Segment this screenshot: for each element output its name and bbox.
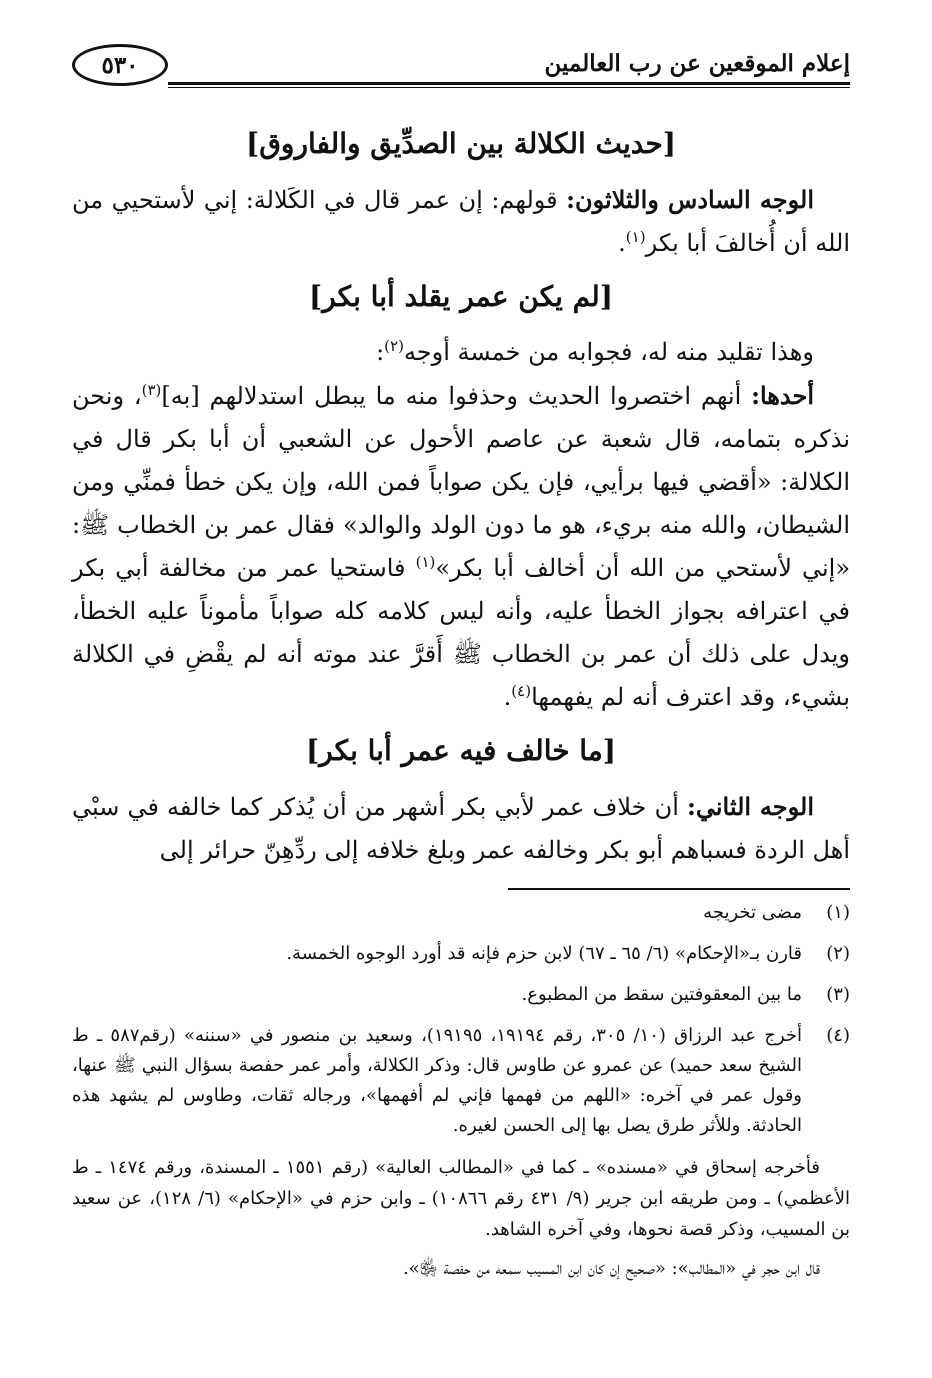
book-title: إعلام الموقعين عن رب العالمين — [544, 50, 850, 77]
footnote-ref-3[interactable]: (٣) — [141, 381, 162, 399]
paragraph-2-text: وهذا تقليد منه له، فجوابه من خمسة أوجه — [403, 338, 814, 366]
paragraph-3-text-b: ، ونحن نذكره بتمامه، قال شعبة عن عاصم الأحول عن الشعبي أن أبا بكر قال في الكلالة: «أقضي فيها برأيي، فإن يكن صواباً فمن الله، وإن يكن خطأ فمنِّي ومن الشيطان، والله منه بريء، هو ما دون الولد والوالد» فقال عمر بن الخطاب ﷺ: «إني لأستحي من الله أن أخالف أبا بكر» — [72, 382, 850, 582]
footnote-item — [72, 1021, 850, 1141]
footnote-continuation-2: قال ابن حجر في «المطالب»: «صحيح إن كان ابن المسيب سمعه من حفصة ﵂». — [402, 1258, 820, 1279]
footnote-text: أخرج عبد الرزاق (١٠/ ٣٠٥، رقم ١٩١٩٤، ١٩١٩٥)، وسعيد بن منصور في «سننه» (رقم٥٨٧ ـ ط الشيخ سعد حميد) عن عمرو عن طاوس قال: وذكر الكلالة، وأمر عمر حفصة بسؤال النبي ﷺ عنها، وقول عمر في آخره: «اللهم من فهمها فإني لم أفهمها»، ورجاله ثقات، وطاوس لم يشهد هذه الحادثة. وللأثر طرق يصل بها إلى الحسن لغيره. — [72, 1025, 803, 1136]
footnote-text: ما بين المعقوفتين سقط من المطبوع. — [521, 984, 802, 1005]
section-heading-2: [لم يكن عمر يقلد أبا بكر] — [308, 280, 614, 313]
paragraph-3-text-a: أنهم اختصروا الحديث وحذفوا منه ما يبطل استدلالهم [به] — [161, 382, 752, 410]
footnote-ref-2[interactable]: (٢) — [384, 337, 404, 355]
page-number: ٥٣٠ — [72, 44, 168, 86]
paragraph-1-lead: الوجه السادس والثلاثون: — [566, 185, 814, 214]
footnote-number: (٤) — [826, 1025, 850, 1046]
footnote-item — [72, 939, 850, 969]
footnote-text: مضى تخريجه — [703, 902, 802, 923]
main-text — [72, 112, 850, 872]
paragraph-3 — [72, 374, 850, 719]
footnote-number: (١) — [826, 902, 850, 923]
section-heading-3: [ما خالف فيه عمر أبا بكر] — [305, 734, 617, 767]
paragraph-1 — [72, 178, 850, 265]
paragraph-4-text: أن خلاف عمر لأبي بكر أشهر من أن يُذكر كما خالفه في سبْي أهل الردة فسباهم أبو بكر وخالفه عمر وبلغ خلافه إلى ردِّهِنّ حرائر إلى — [72, 793, 850, 864]
footnote-text: قارن بـ«الإحكام» (٦/ ٦٥ ـ ٦٧) لابن حزم فإنه قد أورد الوجوه الخمسة. — [286, 943, 802, 964]
footnote-ref-1b[interactable]: (١) — [415, 553, 436, 571]
footnote-item — [72, 980, 850, 1010]
paragraph-1-text: قولهم: إن عمر قال في الكَلالة: إني لأستحيي من الله أن أُخالفَ أبا بكر — [72, 186, 850, 257]
section-heading-1: [حديث الكلالة بين الصدِّيق والفاروق] — [245, 127, 677, 160]
header-rule — [168, 82, 850, 88]
footnote-separator — [508, 888, 850, 890]
paragraph-3-lead: أحدها: — [751, 381, 815, 410]
running-header — [72, 44, 850, 90]
paragraph-3-end: . — [503, 683, 512, 711]
footnote-item — [72, 898, 850, 928]
paragraph-3-text-c: فاستحيا عمر من مخالفة أبي بكر في اعترافه بجواز الخطأ عليه، وأنه ليس كلامه كله صواباً مأموناً عليه الخطأ، ويدل على ذلك أن عمر بن الخطاب ﷺ أَقرَّ عند موته أنه لم يقْضِ في الكلالة بشيء، وقد اعترف أنه لم يفهمها — [72, 554, 850, 711]
paragraph-2 — [72, 331, 850, 374]
paragraph-4-lead: الوجه الثاني: — [687, 792, 814, 821]
footnote-ref-4[interactable]: (٤) — [511, 682, 532, 700]
footnote-ref-1[interactable]: (١) — [625, 228, 646, 246]
paragraph-1-end: . — [618, 229, 626, 257]
footnotes — [72, 898, 850, 1284]
paragraph-2-end: : — [376, 338, 385, 366]
footnote-number: (٣) — [826, 984, 850, 1005]
footnote-continuation-1: فأخرجه إسحاق في «مسنده» ـ كما في «المطالب العالية» (رقم ١٥٥١ ـ المسندة، ورقم ١٤٧٤ ـ ط الأعظمي) ـ ومن طريقه ابن جرير (٩/ ٤٣١ رقم ١٠٨٦٦) ـ وابن حزم في «الإحكام» (٦/ ١٢٨)، عن سعيد بن المسيب، وذكر قصة نحوها، وفي آخره الشاهد. — [72, 1157, 850, 1240]
paragraph-4 — [72, 785, 850, 872]
footnote-number: (٢) — [826, 943, 850, 964]
